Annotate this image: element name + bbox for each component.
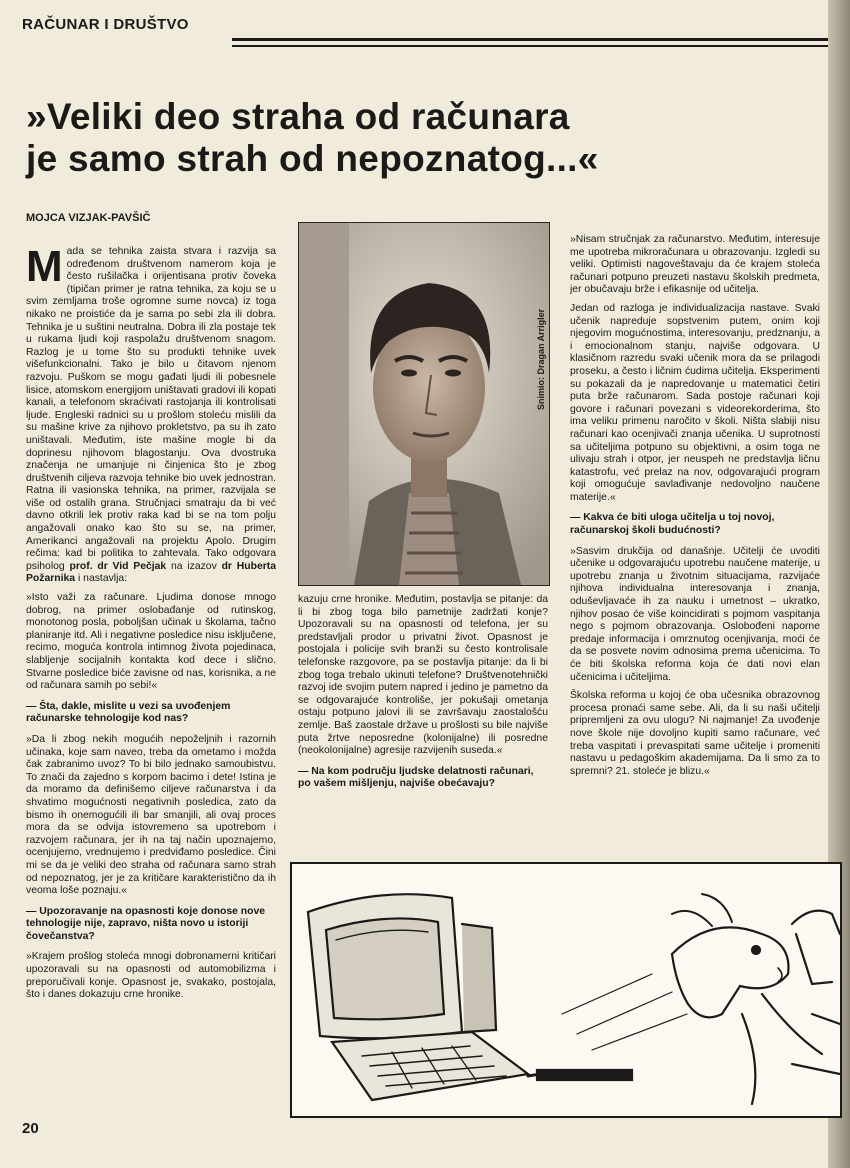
photo-credit: Snimio: Dragan Arrigler bbox=[536, 308, 546, 410]
body-paragraph: kazuju crne hronike. Međutim, postavlja se pitanje: da li bi zbog toga bilo pametnije zadržati konje? Upozoravali su na opasnosti od telefona, jer su predstavljali prodor u privatni život. Opasnost je postojala i policije svih branži su često kontrolisale telefonske razgovore, pa se postavlja pitanje: da li bi zbog toga trebalo ukinuti telefone? Društvenotehnički razvoj ide svojim putem napred i jedino je pametno da se odgovarajuće kontroliše, jer pokušaji ometanja ostaju potpuno jalovi ili se završavaju zaostalošću zemlje. Baš zaostale države u prošlosti su bile najviše puta žrtve neposredne (kolonijalne) ili posredne (neokolonijalne) agresije razvijenih suseda.« bbox=[298, 594, 548, 757]
portrait-photo bbox=[298, 222, 550, 586]
author-byline: MOJCA VIZJAK-PAVŠIČ bbox=[26, 212, 151, 224]
article-column-2 bbox=[298, 594, 548, 846]
article-column-3 bbox=[570, 234, 820, 854]
intro-paragraph: Mada se tehnika zaista stvara i razvija sa određenom društvenom namerom koja je često rušilačka i orijentisana protiv čoveka (tipičan primer je ratna tehnika, za koju se u svim zemljama troše ogromne sume novca) iz toga nikako ne proistiće da je sama po sebi zla ili dobra. Tehnika je u suštini neutralna. Dobra ili zla postaje tek u rukama ljudi koji raspolažu društvenom snagom. Razlog je u tome što su produkti tehnike uvek višefunkcionalni. Tako je bilo u čitavom njenom razvoju. Puškom se mogu gađati ljudi ili pobesnele lisice, atomskom energijom uništavati gradovi ili kopati kanali, a telefonom skraćivati rastojanja ili kontrolisati ljude. Engleski radnici su u prošlom stoleću mislili da su mašine krive za njihovo prokletstvo, pa su ih zato uništavali. Međutim, iste mašine mogle bi da doprinesu njihovom blagostanju. Ova dvostruka značenja ne umanjuje ni činjenica što je zbog društvenih ciljeva razvoja tehnike bio uvek jednostran. Ratna ili vasionska tehnika, na primer, razvijala se više od ostalih grana. Stručnjaci smatraju da bi već davno otkrili lek protiv raka kad bi se na tom polju angažovali onako kao što su se, na primer, Amerikanci angažovali na projektu Apolo. Drugim rečima: kad bi politika to zahtevala. Tako odgovara psiholog prof. dr Vid Pečjak na izazov dr Huberta Požarnika i nastavlja: bbox=[26, 246, 276, 585]
interview-question: — Šta, dakle, mislite u vezi sa uvođenjem računarske tehnologije kod nas? bbox=[26, 700, 231, 725]
headline-line-2: je samo strah od nepoznatog...« bbox=[26, 138, 599, 179]
body-paragraph: »Da li zbog nekih mogućih nepoželjnih i razornih učinaka, koje sam naveo, treba da ometamo i možda čak zabranimo uvoz? To bi bilo jednako samoubistvu. To znači da zajedno s korpom bacimo i dete! Istina je da moramo da definišemo ciljeve računarstva i da shvatimo mogućnosti negativnih posledica, zato da bismo ih onemogućili ili bar smanjili, ali ovaj proces mora da se odvija istovremeno sa upotrebom i razvojem računara, jer ih na taj način upoznajemo, ocenjujemo, vrednujemo i predviđamo posledice. Čini mi se da je veliki deo straha od računara samo strah od nepoznatog, jer je za kritičare karakteristično da ih veoma loše poznaju.« bbox=[26, 733, 276, 897]
page-number: 20 bbox=[22, 1120, 39, 1137]
body-paragraph: »Krajem prošlog stoleća mnogi dobronamerni kritičari upozoravali su na opasnosti od automobilizma i preporučivali konje. Opasnost je, svakako, postojala, što i danes dokazuju crne hronike. bbox=[26, 951, 276, 1001]
cartoon-illustration bbox=[290, 862, 842, 1118]
body-paragraph: »Sasvim drukčija od današnje. Učitelji će uvoditi učenike u odgovarajuću upotrebu naučene materije, u upotrebu znanja u životnim situacijama, razvijaće njihova individualna interesovanja i znanja, oduševljavaće ih za nauku i umetnost – ukratko, njihov posao će više koincidirati s pojmom vaspitanja nego s pojmom obrazovanja. Oslobođeni naporne predaje informacija i omrznutog ocenjivanja, moći će da se posvete novim odnosima prema učenicima. To će biti školska reforma koja će dati novi elan učenicima i učiteljima. bbox=[570, 545, 820, 683]
portrait-illustration bbox=[299, 223, 549, 585]
interview-question: — Na kom području ljudske delatnosti računari, po vašem mišljenju, najviše obećavaju? bbox=[298, 765, 534, 790]
body-paragraph: Jedan od razloga je individualizacija nastave. Svaki učenik napreduje sopstvenim putem, onim koji njegovim mogućnostima, interesovanju, predznanju, a i emocionalnom stanju, najviše odgovara. U klasičnom razredu svaki učenik mora da se prilagodi proseku, a često i ličnim ćudima učitelja. Eksperimenti su pokazali da je napredovanje u matematici četiri puta brže računarom. Sada postoje računari koji govore i računari povezani s videorekorderima, što ima veliku primenu naročito v školi. Ništa slabiji nisu računari kao ocenjivači znanja učenika. U suprotnosti sa učiteljima potpuno su objektivni, a osim toga ne ulivaju strah i otpor, jer neuspeh ne predstavlja ličnu katastrofu, već prelaz na nov, odgovarajući program koji omogućuje savlađivanje nedovoljno naučene materije.« bbox=[570, 302, 820, 503]
body-paragraph: Školska reforma u kojoj će oba učesnika obrazovnog procesa pronaći same sebe. Ali, da li su naši učitelji pripremljeni za ovu ulogu? Ni najmanje! Za uvođenje nove škole nije dovoljno kupiti samo računare, već treba vaspitati i prevaspitati same učitelje i promeniti nastavu u pedagoškim akademijama. Da li smo za to spremni? 21. stoleće je blizu.« bbox=[570, 690, 820, 777]
headline-line-1: »Veliki deo straha od računara bbox=[26, 96, 570, 137]
section-rule-thin bbox=[232, 45, 828, 47]
drop-cap: M bbox=[26, 246, 63, 291]
body-paragraph: »Nisam stručnjak za računarstvo. Međutim, interesuje me upotreba mikroračunara u obrazovanju. Izgledi su veliki. Optimisti nagoveštavaju da će krajem stoleća računari potpuno preuzeti nastavu školskih predmeta, jer obučavaju brže i efikasnije od učitelja. bbox=[570, 234, 820, 296]
body-paragraph: »Isto važi za računare. Ljudima donose mnogo dobrog, na primer oslobađanje od rutinskog, monotonog posla, poboljšan učinak u školama, tačno planiranje itd. Ali i negativne posledice nisu isključene, recimo, moguća kontrola intimnog života pojedinaca, slabljenje socijalnih kontakta kod dece i slično. Stvarne posledice biće zavisne od nas, korisnika, a ne od računara samih po sebi!« bbox=[26, 592, 276, 692]
article-headline bbox=[26, 96, 816, 180]
section-rule-thick bbox=[232, 38, 828, 41]
article-column-1 bbox=[26, 246, 276, 1126]
computer-horse-drawing bbox=[292, 864, 840, 1116]
section-title: RAČUNAR I DRUŠTVO bbox=[22, 16, 189, 33]
interview-question: — Kakva će biti uloga učitelja u toj novoj, računarskoj školi budućnosti? bbox=[570, 512, 775, 537]
interview-question: — Upozoravanje na opasnosti koje donose nove tehnologije nije, zapravo, ništa novo u istoriji čovečanstva? bbox=[26, 905, 266, 942]
